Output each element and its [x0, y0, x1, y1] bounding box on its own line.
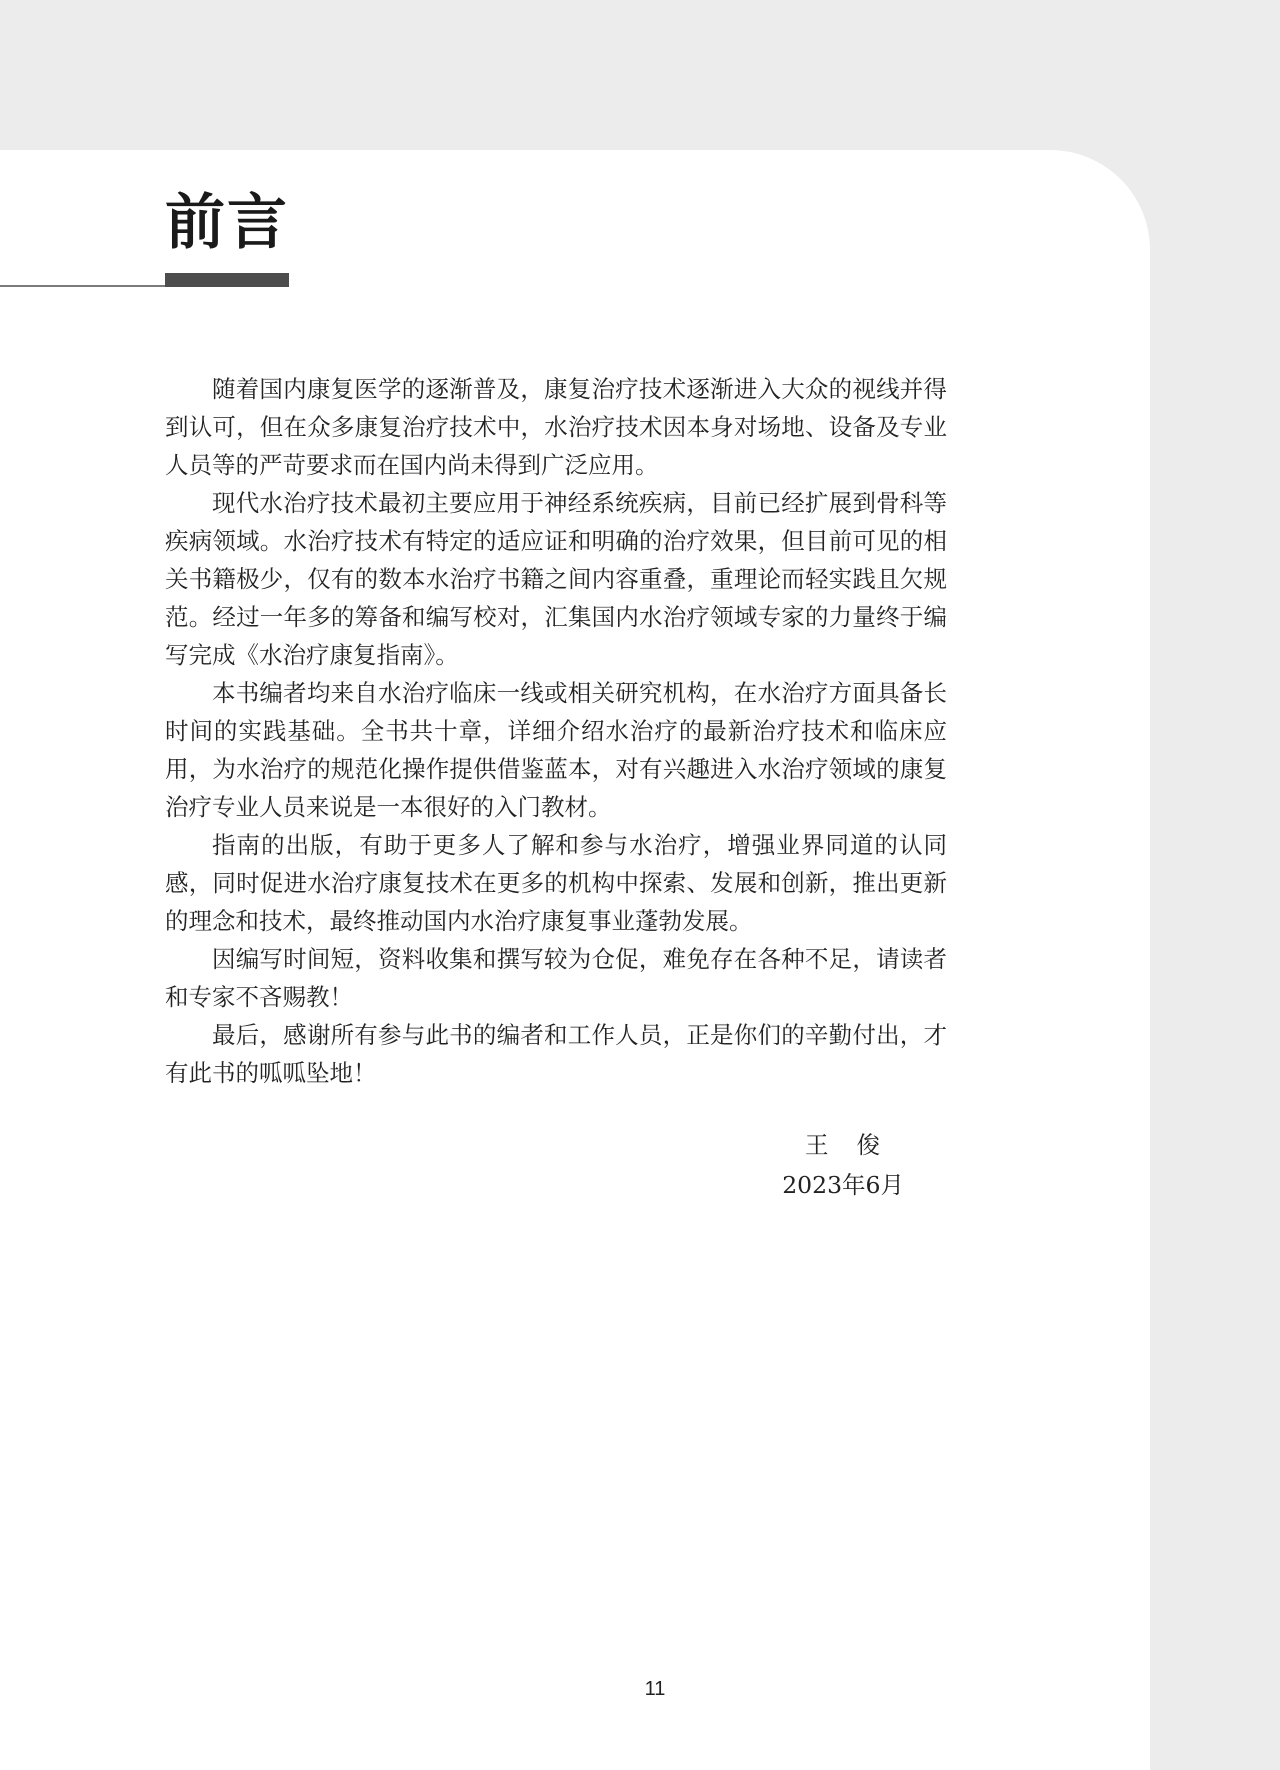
preface-body — [165, 370, 947, 1092]
signature-block — [660, 1125, 960, 1205]
paragraph: 本书编者均来自水治疗临床一线或相关研究机构，在水治疗方面具备长时间的实践基础。全书共十章，详细介绍水治疗的最新治疗技术和临床应用，为水治疗的规范化操作提供借鉴蓝本，对有兴趣进入水治疗领域的康复治疗专业人员来说是一本很好的入门教材。 — [165, 679, 947, 821]
paragraph: 现代水治疗技术最初主要应用于神经系统疾病，目前已经扩展到骨科等疾病领域。水治疗技术有特定的适应证和明确的治疗效果，但目前可见的相关书籍极少，仅有的数本水治疗书籍之间内容重叠，重理论而轻实践且欠规范。经过一年多的筹备和编写校对，汇集国内水治疗领域专家的力量终于编写完成《水治疗康复指南》。 — [165, 489, 947, 669]
paragraph: 最后，感谢所有参与此书的编者和工作人员，正是你们的辛勤付出，才有此书的呱呱坠地！ — [165, 1021, 947, 1087]
page-number: 11 — [644, 1678, 666, 1700]
paragraph: 随着国内康复医学的逐渐普及，康复治疗技术逐渐进入大众的视线并得到认可，但在众多康复治疗技术中，水治疗技术因本身对场地、设备及专业人员等的严苛要求而在国内尚未得到广泛应用。 — [165, 375, 947, 479]
signature-date: 2023年6月 — [782, 1171, 904, 1199]
paragraph: 因编写时间短，资料收集和撰写较为仓促，难免存在各种不足，请读者和专家不吝赐教！ — [165, 945, 947, 1011]
paragraph: 指南的出版，有助于更多人了解和参与水治疗，增强业界同道的认同感，同时促进水治疗康复技术在更多的机构中探索、发展和创新，推出更新的理念和技术，最终推动国内水治疗康复事业蓬勃发展。 — [165, 831, 947, 935]
title-divider-line — [0, 285, 165, 287]
title-underline-bar — [165, 273, 289, 287]
page-title: 前言 — [165, 188, 289, 258]
author-name: 王俊 — [805, 1131, 908, 1159]
